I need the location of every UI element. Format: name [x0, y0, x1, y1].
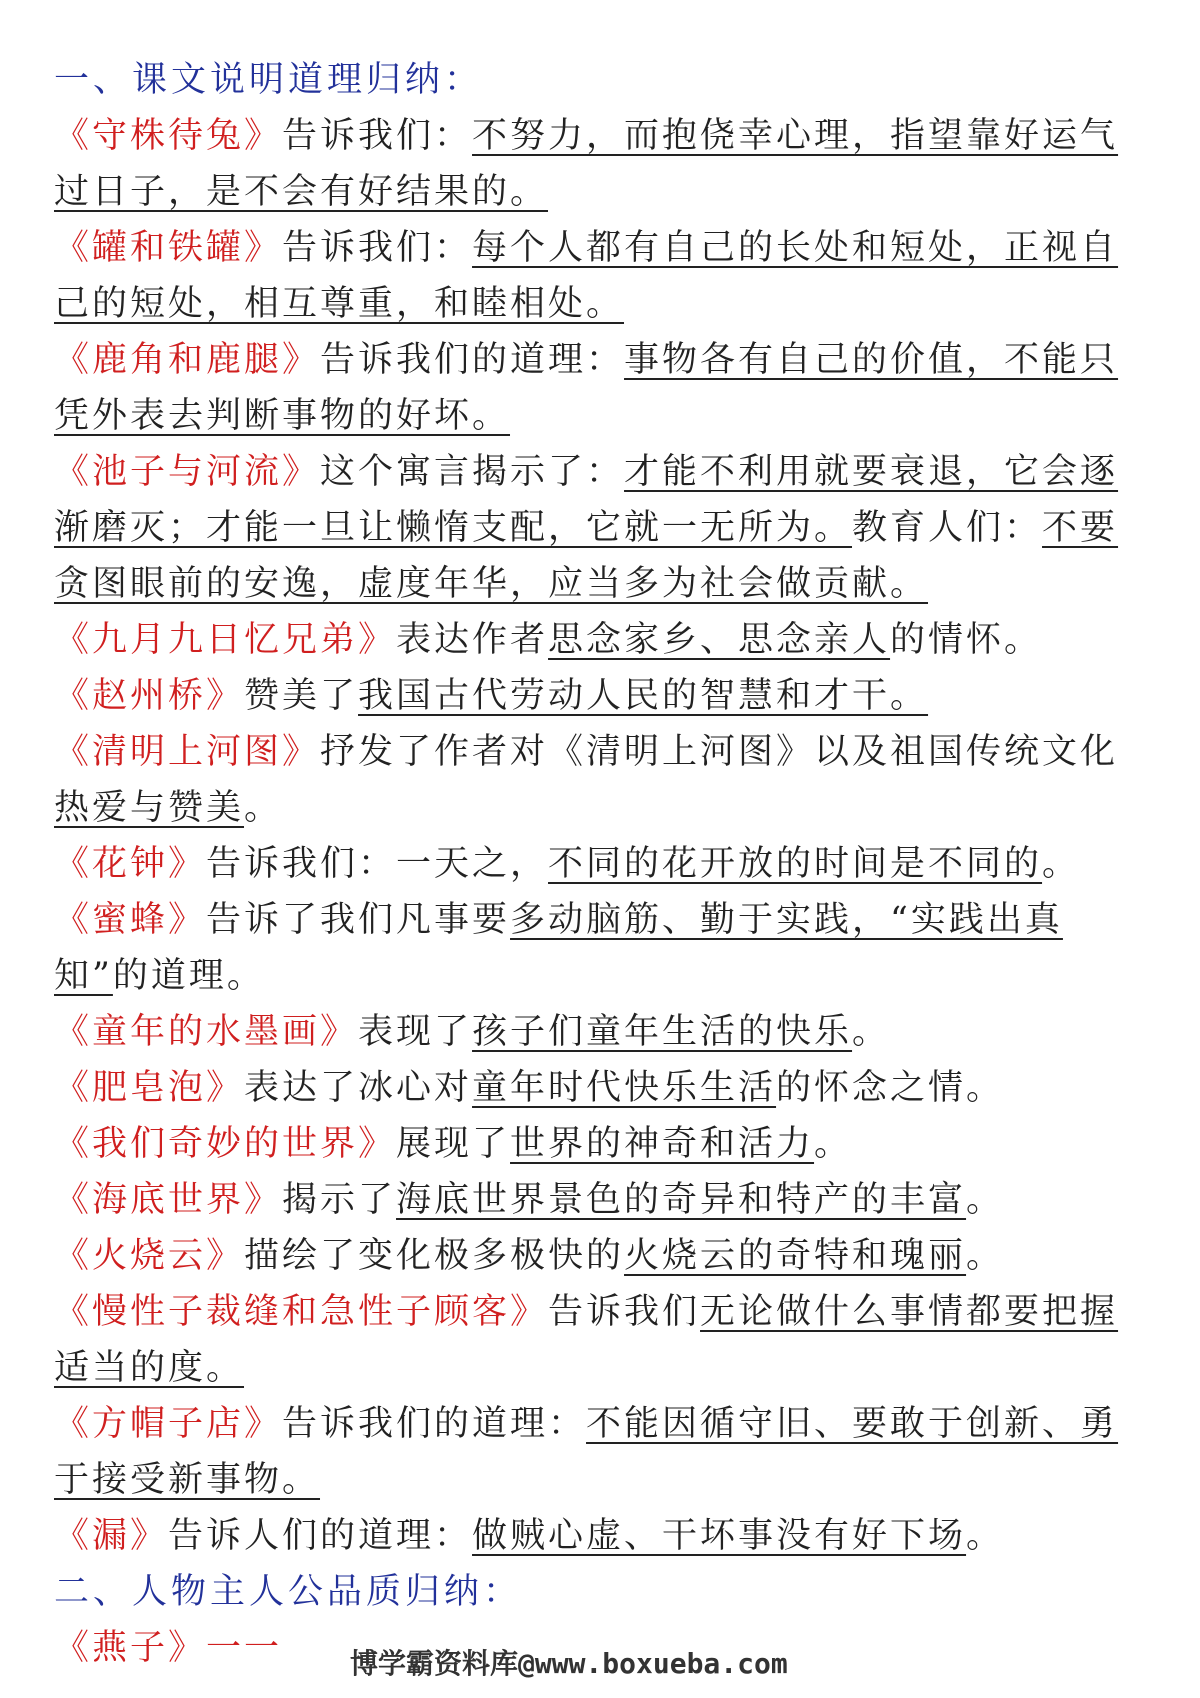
entry-text: 告诉我们 — [548, 1292, 701, 1332]
entry-dash: 一一 — [206, 1628, 283, 1668]
entry-qingmingshanghetu — [54, 724, 1154, 836]
entry-jiuyuejiuri — [54, 612, 1154, 668]
key-point: 不能因循守旧、要敢于创新、勇于接受新事物。 — [54, 1404, 1119, 1500]
entry-text: 告诉我们的道理： — [320, 340, 625, 380]
entry-text-after: 。 — [966, 1180, 1005, 1220]
lesson-title: 《童年的水墨画》 — [54, 1012, 359, 1052]
key-point: 不努力，而抱侥幸心理，指望靠好运气过日子，是不会有好结果的。 — [54, 116, 1119, 212]
lesson-title: 《赵州桥》 — [54, 676, 245, 716]
entry-guanhetieguan — [54, 220, 1154, 332]
entry-text: 表达了冰心对 — [244, 1068, 473, 1108]
lesson-title: 《海底世界》 — [54, 1180, 283, 1220]
entry-shouzhudaitu — [54, 108, 1154, 220]
lesson-title: 《燕子》 — [54, 1628, 207, 1668]
entry-text-after: 。 — [1042, 844, 1081, 884]
key-point: 火烧云的奇特和瑰丽 — [624, 1236, 967, 1276]
entry-mifeng — [54, 892, 1154, 1004]
entry-text: 告诉我们的道理： — [282, 1404, 587, 1444]
entry-fangmaozidian — [54, 1396, 1154, 1508]
entry-text: 告诉我们： — [282, 116, 473, 156]
key-point: 无论做什么事情都要把握适当的度。 — [54, 1292, 1119, 1388]
entry-text: 抒发了作者对《清明上河图》以及祖国传统文化 — [320, 732, 1119, 772]
entry-womenqimiaodeshijie — [54, 1116, 1154, 1172]
entry-text: 表现了 — [358, 1012, 473, 1052]
lesson-title: 《我们奇妙的世界》 — [54, 1124, 397, 1164]
key-point: 热爱与赞美 — [54, 788, 245, 828]
entry-text: 告诉了我们凡事要 — [206, 900, 511, 940]
key-point: 做贼心虚、干坏事没有好下场 — [472, 1516, 967, 1556]
entry-lujiaoheluitui — [54, 332, 1154, 444]
entry-text: 告诉人们的道理： — [168, 1516, 473, 1556]
entry-text: 告诉我们： — [282, 228, 473, 268]
section-heading-2: 二、人物主人公品质归纳： — [54, 1572, 523, 1612]
watermark: 博学霸资料库@www.boxueba.com — [340, 1638, 798, 1692]
entry-text-after: 的道理。 — [112, 956, 265, 996]
lesson-title: 《罐和铁罐》 — [54, 228, 283, 268]
key-point: 事物各有自己的价值，不能只凭外表去判断事物的好坏。 — [54, 340, 1119, 436]
entry-tongniandeshuimohua — [54, 1004, 1154, 1060]
lesson-title: 《花钟》 — [54, 844, 207, 884]
entry-text-mid: 教育人们： — [852, 508, 1043, 548]
entry-text-after: 。 — [966, 1236, 1005, 1276]
entry-text: 告诉我们：一天之， — [206, 844, 549, 884]
lesson-title: 《池子与河流》 — [54, 452, 321, 492]
entry-text-after: 的情怀。 — [890, 620, 1043, 660]
lesson-title: 《九月九日忆兄弟》 — [54, 620, 397, 660]
key-point: 不同的花开放的时间是不同的 — [548, 844, 1043, 884]
key-point: 多动脑筋、勤于实践，“实践出真知” — [54, 900, 1063, 996]
entry-text-after: 。 — [814, 1124, 853, 1164]
section-heading-1: 一、课文说明道理归纳： — [54, 60, 484, 100]
entry-zhaozhouqiao — [54, 668, 1154, 724]
lesson-title: 《清明上河图》 — [54, 732, 321, 772]
lesson-title: 《蜜蜂》 — [54, 900, 207, 940]
entry-text-after: 的怀念之情。 — [776, 1068, 1005, 1108]
key-point: 思念家乡、思念亲人 — [548, 620, 891, 660]
document-body — [54, 52, 1154, 1676]
entry-feizaopao — [54, 1060, 1154, 1116]
lesson-title: 《鹿角和鹿腿》 — [54, 340, 321, 380]
lesson-title: 《火烧云》 — [54, 1236, 245, 1276]
entry-haidishijie — [54, 1172, 1154, 1228]
entry-lou — [54, 1508, 1154, 1564]
entry-huoshaoyun — [54, 1228, 1154, 1284]
lesson-title: 《慢性子裁缝和急性子顾客》 — [54, 1292, 549, 1332]
key-point: 海底世界景色的奇异和特产的丰富 — [396, 1180, 967, 1220]
entry-text-after: 。 — [244, 788, 283, 828]
lesson-title: 《方帽子店》 — [54, 1404, 283, 1444]
lesson-title: 《守株待兔》 — [54, 116, 283, 156]
entry-text: 赞美了 — [244, 676, 359, 716]
lesson-title: 《漏》 — [54, 1516, 169, 1556]
key-point: 我国古代劳动人民的智慧和才干。 — [358, 676, 929, 716]
key-point: 每个人都有自己的长处和短处，正视自己的短处，相互尊重，和睦相处。 — [54, 228, 1119, 324]
key-point: 童年时代快乐生活 — [472, 1068, 777, 1108]
entry-chiziyuheliu — [54, 444, 1154, 612]
entry-text-after: 。 — [852, 1012, 891, 1052]
key-point: 世界的神奇和活力 — [510, 1124, 815, 1164]
entry-text: 描绘了变化极多极快的 — [244, 1236, 625, 1276]
entry-text-after: 。 — [966, 1516, 1005, 1556]
entry-text: 揭示了 — [282, 1180, 397, 1220]
entry-huazhong — [54, 836, 1154, 892]
key-point-2: 不要贪图眼前的安逸，虚度年华，应当多为社会做贡献。 — [54, 508, 1119, 604]
key-point: 才能不利用就要衰退，它会逐渐磨灭；才能一旦让懒惰支配，它就一无所为。 — [54, 452, 1119, 548]
entry-text: 表达作者 — [396, 620, 549, 660]
entry-text: 展现了 — [396, 1124, 511, 1164]
entry-manxingzicaifeng — [54, 1284, 1154, 1396]
entry-text: 这个寓言揭示了： — [320, 452, 625, 492]
lesson-title: 《肥皂泡》 — [54, 1068, 245, 1108]
key-point: 孩子们童年生活的快乐 — [472, 1012, 853, 1052]
